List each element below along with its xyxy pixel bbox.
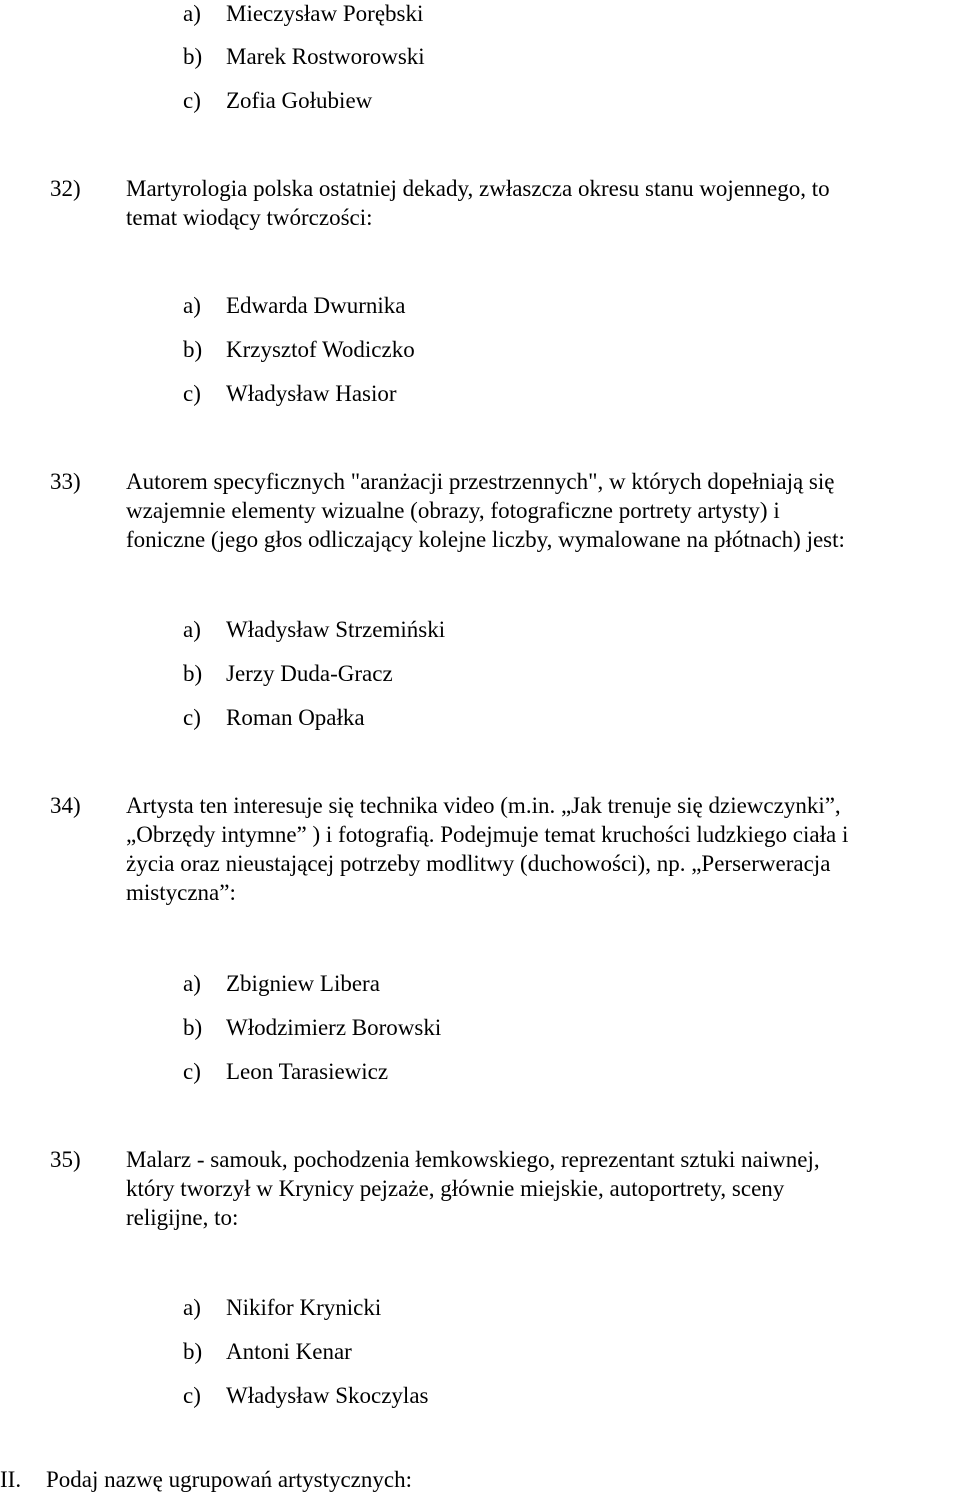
section-title: Podaj nazwę ugrupowań artystycznych: bbox=[46, 1467, 412, 1492]
option-text: Krzysztof Wodiczko bbox=[226, 337, 415, 362]
q31-option-a bbox=[183, 0, 423, 27]
q33-option-c bbox=[183, 704, 365, 731]
question-line: Martyrologia polska ostatniej dekady, zwłaszcza okresu stanu wojennego, to bbox=[126, 176, 830, 201]
q34-option-c bbox=[183, 1058, 388, 1085]
section-heading bbox=[0, 1466, 412, 1493]
q32-option-b bbox=[183, 336, 415, 363]
option-text: Władysław Strzemiński bbox=[226, 617, 446, 642]
option-text: Antoni Kenar bbox=[226, 1339, 352, 1364]
option-text: Zbigniew Libera bbox=[226, 971, 380, 996]
question-line: który tworzył w Krynicy pejzaże, głównie miejskie, autoportrety, sceny bbox=[126, 1176, 785, 1201]
question-text bbox=[126, 792, 956, 908]
q32-option-c bbox=[183, 380, 397, 407]
q32-option-a bbox=[183, 292, 405, 319]
q35-option-b bbox=[183, 1338, 352, 1365]
option-text: Władysław Skoczylas bbox=[226, 1383, 429, 1408]
option-letter: b) bbox=[183, 44, 203, 69]
question-line: mistyczna”: bbox=[126, 880, 236, 905]
option-letter: b) bbox=[183, 337, 203, 362]
q34-option-b bbox=[183, 1014, 441, 1041]
question-line: wzajemnie elementy wizualne (obrazy, fotograficzne portrety artysty) i bbox=[126, 498, 780, 523]
option-text: Marek Rostworowski bbox=[226, 44, 425, 69]
option-letter: a) bbox=[183, 971, 201, 996]
section-number: II. bbox=[0, 1467, 22, 1492]
option-text: Roman Opałka bbox=[226, 705, 365, 730]
question-number: 32) bbox=[50, 176, 81, 201]
option-letter: a) bbox=[183, 1, 201, 26]
question-line: Artysta ten interesuje się technika video (m.in. „Jak trenuje się dziewczynki”, bbox=[126, 793, 841, 818]
q31-option-b bbox=[183, 43, 425, 70]
q35-option-a bbox=[183, 1294, 381, 1321]
option-letter: b) bbox=[183, 1339, 203, 1364]
option-letter: a) bbox=[183, 617, 201, 642]
option-text: Nikifor Krynicki bbox=[226, 1295, 382, 1320]
question-line: religijne, to: bbox=[126, 1205, 239, 1230]
question-text bbox=[126, 468, 956, 555]
q33-option-a bbox=[183, 616, 445, 643]
option-letter: c) bbox=[183, 381, 201, 406]
question-line: temat wiodący twórczości: bbox=[126, 205, 373, 230]
q33-option-b bbox=[183, 660, 393, 687]
option-letter: a) bbox=[183, 293, 201, 318]
question-number: 33) bbox=[50, 469, 81, 494]
question-line: życia oraz nieustającej potrzeby modlitwy (duchowości), np. „Perserweracja bbox=[126, 851, 831, 876]
option-text: Włodzimierz Borowski bbox=[226, 1015, 442, 1040]
q34-option-a bbox=[183, 970, 380, 997]
option-text: Edwarda Dwurnika bbox=[226, 293, 406, 318]
question-line: „Obrzędy intymne” ) i fotografią. Podejmuje temat kruchości ludzkiego ciała i bbox=[126, 822, 849, 847]
question-line: foniczne (jego głos odliczający kolejne liczby, wymalowane na płótnach) jest: bbox=[126, 527, 845, 552]
option-letter: b) bbox=[183, 1015, 203, 1040]
option-letter: c) bbox=[183, 1059, 201, 1084]
option-text: Jerzy Duda-Gracz bbox=[226, 661, 393, 686]
q31-option-c bbox=[183, 87, 372, 114]
question-line: Autorem specyficznych "aranżacji przestrzennych", w których dopełniają się bbox=[126, 469, 835, 494]
option-letter: b) bbox=[183, 661, 203, 686]
option-letter: c) bbox=[183, 88, 201, 113]
question-text bbox=[126, 175, 956, 233]
question-line: Malarz - samouk, pochodzenia łemkowskiego, reprezentant sztuki naiwnej, bbox=[126, 1147, 820, 1172]
option-text: Władysław Hasior bbox=[226, 381, 397, 406]
question-number: 35) bbox=[50, 1147, 81, 1172]
q35-option-c bbox=[183, 1382, 428, 1409]
option-letter: c) bbox=[183, 1383, 201, 1408]
option-letter: a) bbox=[183, 1295, 201, 1320]
option-letter: c) bbox=[183, 705, 201, 730]
question-number: 34) bbox=[50, 793, 81, 818]
option-text: Leon Tarasiewicz bbox=[226, 1059, 389, 1084]
option-text: Zofia Gołubiew bbox=[226, 88, 373, 113]
question-text bbox=[126, 1146, 956, 1233]
option-text: Mieczysław Porębski bbox=[226, 1, 424, 26]
